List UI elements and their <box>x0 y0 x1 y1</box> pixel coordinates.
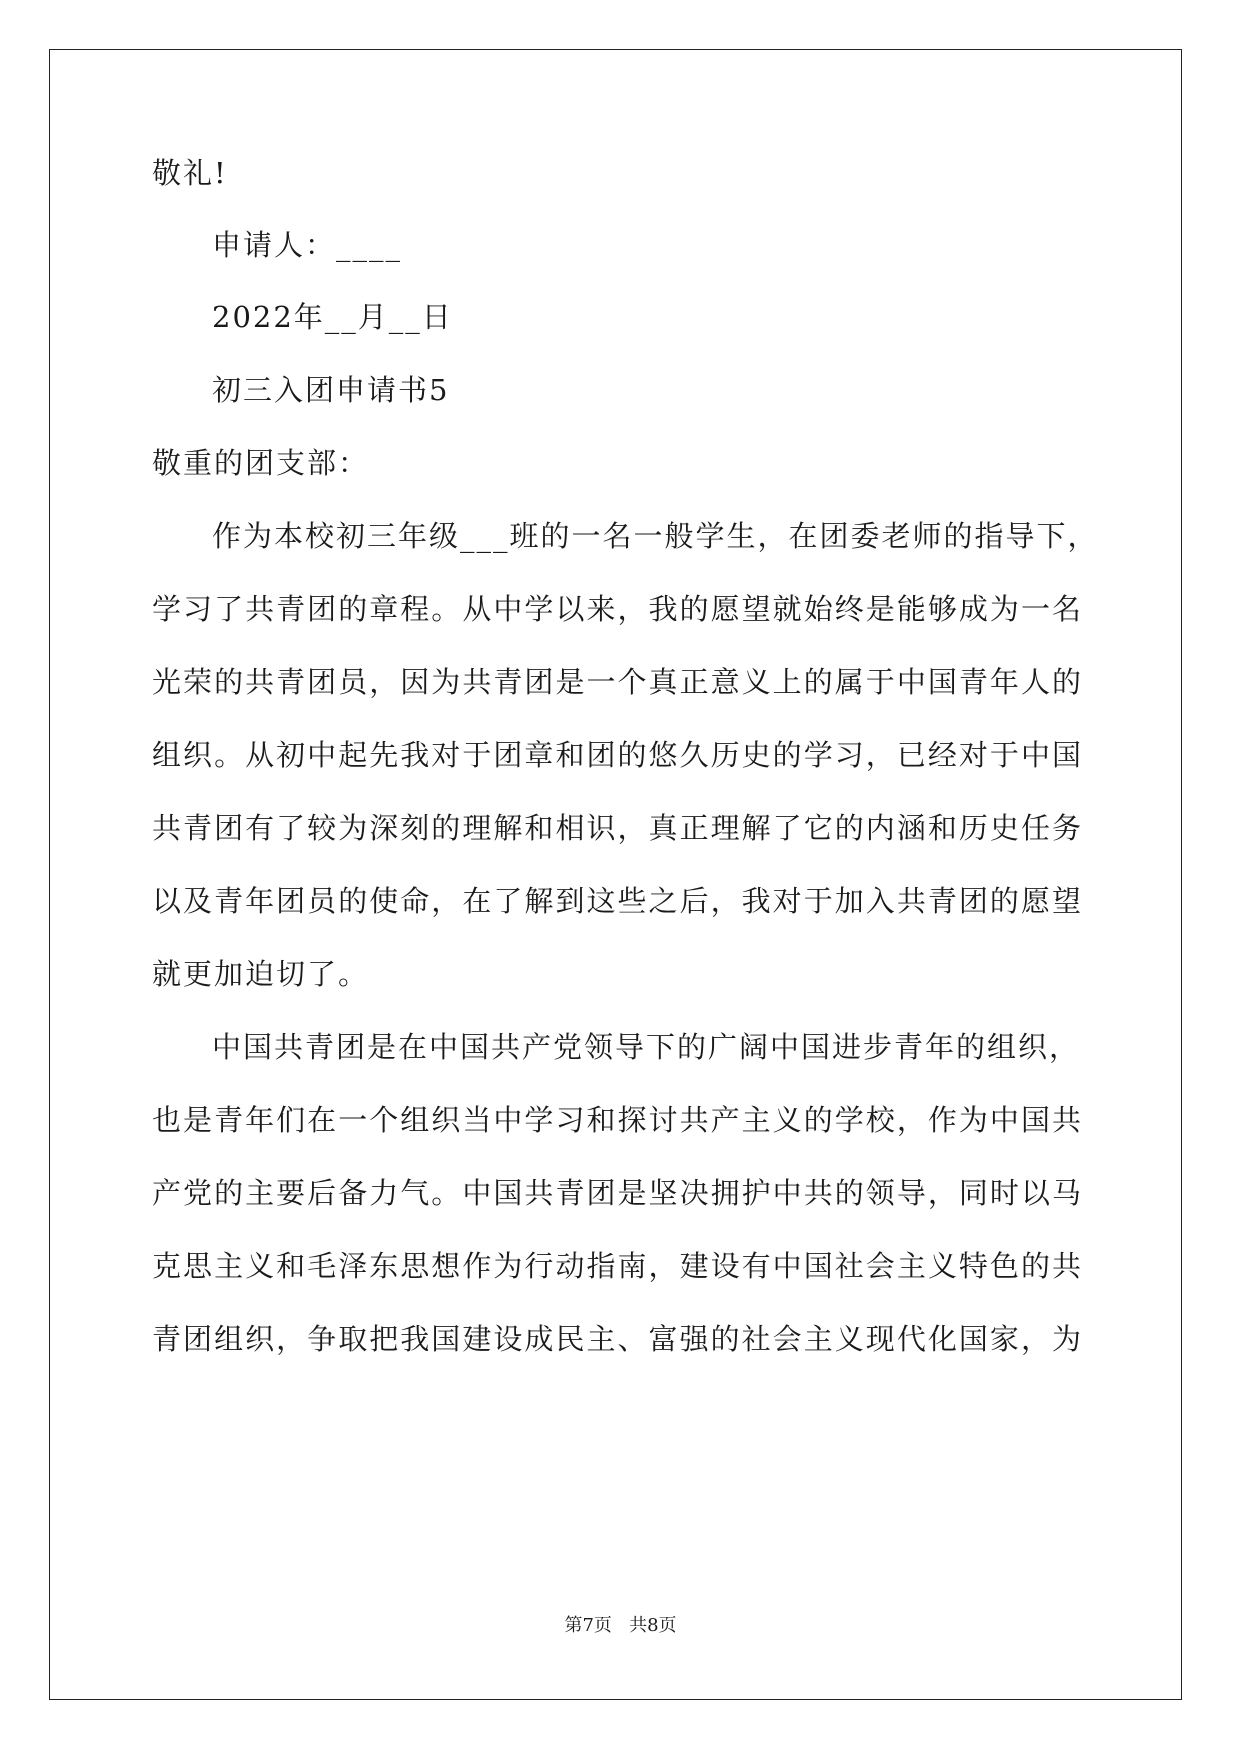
salutation: 敬重的团支部： <box>152 446 370 480</box>
page-number: 第7页 共8页 <box>564 1615 677 1636</box>
paragraph-line: 也是青年们在一个组织当中学习和探讨共产主义的学校，作为中国共 <box>152 1103 1081 1137</box>
paragraph-line: 以及青年团员的使命，在了解到这些之后，我对于加入共青团的愿望 <box>152 884 1081 918</box>
paragraph-line: 学习了共青团的章程。从中学以来，我的愿望就始终是能够成为一名 <box>152 592 1081 626</box>
section-title: 初三入团申请书5 <box>212 373 450 407</box>
page-border <box>49 49 1182 1700</box>
paragraph-line: 克思主义和毛泽东思想作为行动指南，建设有中国社会主义特色的共 <box>152 1249 1081 1283</box>
paragraph-line: 光荣的共青团员，因为共青团是一个真正意义上的属于中国青年人的 <box>152 665 1081 699</box>
applicant-line: 申请人：____ <box>212 228 403 262</box>
paragraph-line: 作为本校初三年级___班的一名一般学生，在团委老师的指导下， <box>212 519 1099 553</box>
paragraph-line: 共青团有了较为深刻的理解和相识，真正理解了它的内涵和历史任务 <box>152 811 1081 845</box>
date-line: 2022年__月__日 <box>212 300 453 334</box>
paragraph-line: 就更加迫切了。 <box>152 957 370 991</box>
paragraph-line: 中国共青团是在中国共产党领导下的广阔中国进步青年的组织， <box>212 1030 1081 1064</box>
paragraph-line: 青团组织，争取把我国建设成民主、富强的社会主义现代化国家，为 <box>152 1322 1081 1356</box>
paragraph-line: 产党的主要后备力气。中国共青团是坚决拥护中共的领导，同时以马 <box>152 1176 1081 1210</box>
paragraph-line: 组织。从初中起先我对于团章和团的悠久历史的学习，已经对于中国 <box>152 738 1081 772</box>
closing-salutation: 敬礼! <box>152 156 228 190</box>
